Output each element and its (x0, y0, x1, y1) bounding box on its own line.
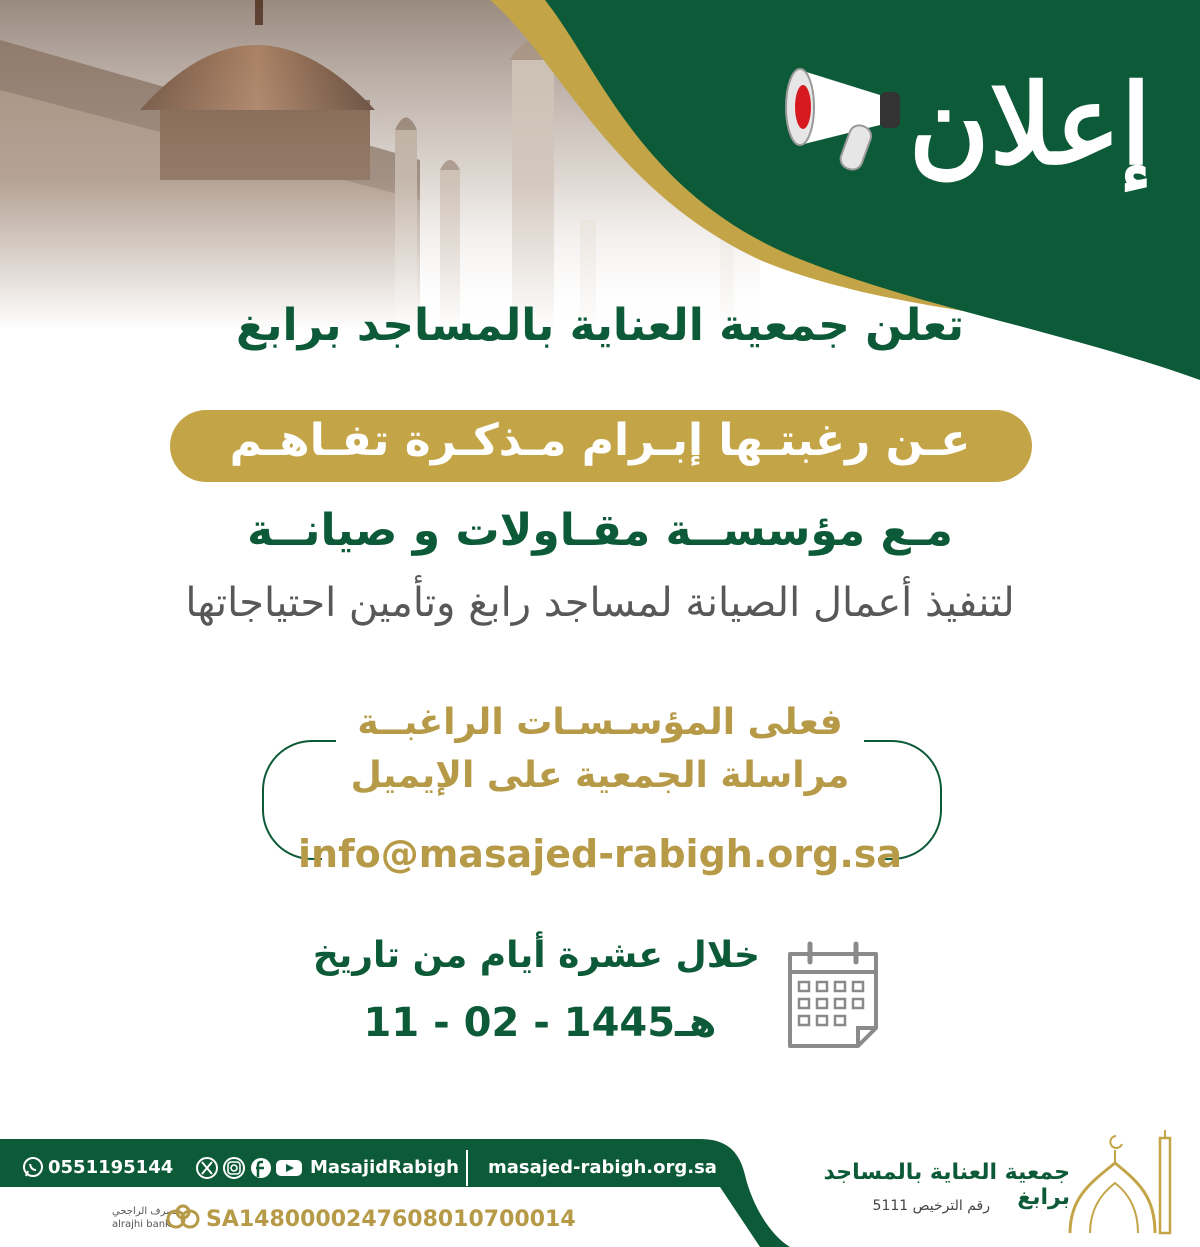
whatsapp-icon[interactable] (22, 1156, 44, 1178)
announcement-line-3: مـع مؤسســة مقـاولات و صيانــة (247, 505, 953, 556)
org-name: جمعية العناية بالمساجد برابغ (823, 1160, 1070, 1210)
footer-website[interactable]: masajed-rabigh.org.sa (488, 1157, 717, 1178)
x-icon (197, 1158, 217, 1178)
footer-phone[interactable]: 0551195144 (48, 1157, 174, 1178)
announcement-line-2: عـن رغبتـها إبـرام مـذكـرة تفـاهـم (229, 415, 971, 466)
announcement-line-1: تعلن جمعية العناية بالمساجد برابغ (235, 300, 965, 351)
instagram-icon (224, 1158, 244, 1178)
header-title: إعلان (908, 60, 1152, 189)
deadline-text: خلال عشرة أيام من تاريخ (312, 935, 760, 976)
footer-divider (466, 1150, 468, 1186)
announcement-line-4: لتنفيذ أعمال الصيانة لمساجد رابغ وتأمين احتياجاتها (185, 580, 1015, 626)
mosque-logo-icon (1060, 1128, 1180, 1240)
license-number: رقم الترخيص 5111 (872, 1198, 990, 1214)
megaphone-icon (785, 40, 915, 180)
contact-line-1: فعلى المؤسـسـات الراغبــة (357, 702, 843, 743)
contact-line-2: مراسلة الجمعية على الإيميل (350, 755, 850, 796)
deadline-date: 11 - 02 - 1445هـ (363, 1000, 717, 1046)
footer-social-handle[interactable]: MasajidRabigh (310, 1157, 459, 1178)
contact-email[interactable]: info@masajed-rabigh.org.sa (297, 832, 903, 876)
bank-name-ar: مصرف الراجحي (112, 1206, 181, 1217)
facebook-icon (251, 1158, 271, 1178)
social-icons (196, 1156, 306, 1180)
alrajhi-logo-icon (166, 1204, 200, 1234)
bank-name-en: alrajhi bank (112, 1219, 171, 1230)
footer-iban: SA1480000247608010700014 (206, 1207, 576, 1232)
calendar-icon (782, 940, 884, 1052)
youtube-icon (276, 1160, 302, 1176)
